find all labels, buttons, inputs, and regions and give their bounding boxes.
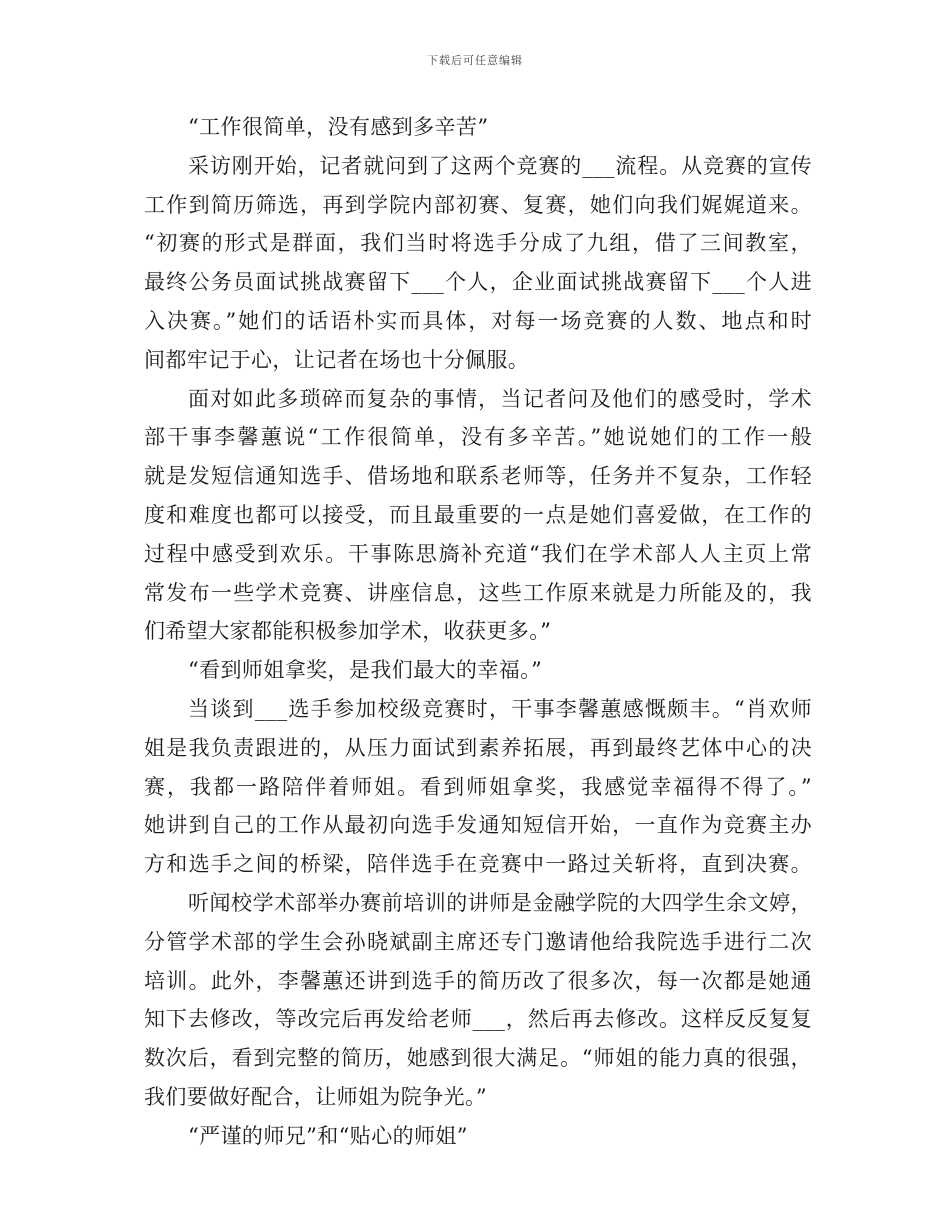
- text-line: “工作很简单，没有感到多辛苦”: [188, 115, 489, 139]
- text-line: 面对如此多琐碎而复杂的事情，当记者问及他们的感受时，学术: [188, 386, 812, 411]
- document-body: [144, 108, 812, 1156]
- text-line: 赛，我都一路陪伴着师姐。看到师姐拿奖，我感觉幸福得不得了。”: [144, 774, 812, 799]
- text-line: 分管学术部的学生会孙晓斌副主席还专门邀请他给我院选手进行二次: [144, 929, 812, 954]
- text-line: 间都牢记于心，让记者在场也十分佩服。: [144, 347, 530, 372]
- text-line: 度和难度也都可以接受，而且最重要的一点是她们喜爱做，在工作的: [144, 502, 812, 527]
- text-line: 知下去修改，等改完后再发给老师___，然后再去修改。这样反反复复: [144, 1007, 812, 1032]
- text-line: 方和选手之间的桥梁，陪伴选手在竞赛中一路过关斩将，直到决赛。: [144, 852, 812, 877]
- text-line: 部干事李馨蕙说“工作很简单，没有多辛苦。”她说她们的工作一般: [144, 425, 812, 450]
- text-line: 她讲到自己的工作从最初向选手发通知短信开始，一直作为竞赛主办: [144, 813, 812, 838]
- text-line: “严谨的师兄”和“贴心的师姐”: [188, 1123, 468, 1148]
- text-line: 采访刚开始，记者就问到了这两个竞赛的___流程。从竞赛的宣传: [188, 153, 812, 178]
- text-line: 听闻校学术部举办赛前培训的讲师是金融学院的大四学生余文婷，: [188, 890, 812, 915]
- text-line: 当谈到___选手参加校级竞赛时，干事李馨蕙感慨颇丰。“肖欢师: [188, 696, 812, 721]
- text-line: 我们要做好配合，让师姐为院争光。”: [144, 1084, 488, 1109]
- text-line: 就是发短信通知选手、借场地和联系老师等，任务并不复杂，工作轻: [144, 464, 812, 489]
- text-line: 最终公务员面试挑战赛留下___个人，企业面试挑战赛留下___个人进: [144, 270, 812, 295]
- text-line: 们希望大家都能积极参加学术，收获更多。”: [144, 619, 552, 644]
- text-line: 过程中感受到欢乐。干事陈思旖补充道“我们在学术部人人主页上常: [144, 541, 812, 566]
- text-line: 常发布一些学术竞赛、讲座信息，这些工作原来就是力所能及的，我: [144, 580, 812, 605]
- text-line: 培训。此外，李馨蕙还讲到选手的简历改了很多次，每一次都是她通: [144, 968, 812, 993]
- text-line: “初赛的形式是群面，我们当时将选手分成了九组，借了三间教室，: [144, 231, 812, 256]
- text-line: 姐是我负责跟进的，从压力面试到素养拓展，再到最终艺体中心的决: [144, 735, 812, 760]
- text-line: 入决赛。”她们的话语朴实而具体，对每一场竞赛的人数、地点和时: [144, 308, 812, 333]
- page-header: 下载后可任意编辑: [427, 54, 523, 67]
- text-line: 数次后，看到完整的简历，她感到很大满足。“师姐的能力真的很强，: [144, 1046, 812, 1071]
- text-line: “看到师姐拿奖，是我们最大的幸福。”: [188, 658, 543, 683]
- text-line: 工作到简历筛选，再到学院内部初赛、复赛，她们向我们娓娓道来。: [144, 192, 812, 217]
